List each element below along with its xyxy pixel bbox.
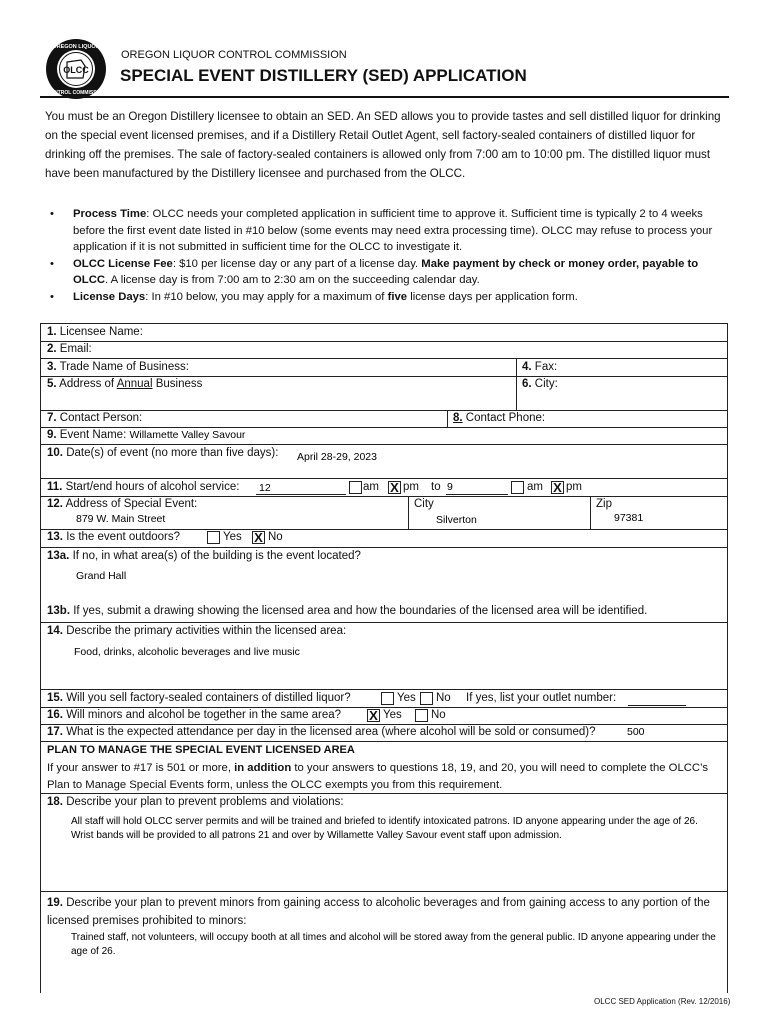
start-am-checkbox[interactable]: [349, 481, 362, 494]
factory-sealed-label: 15. Will you sell factory-sealed containers of distilled liquor?: [47, 692, 351, 704]
outdoors-yes-checkbox[interactable]: [207, 531, 220, 544]
attendance-label: 17. What is the expected attendance per day in the licensed area (where alcohol will be sold or consumed)?: [47, 726, 596, 738]
fax-label: 4. Fax:: [522, 361, 558, 373]
bullet-process-time: • Process Time: OLCC needs your completed application in sufficient time to approve it. Sufficient time is typically 2 to 4 weeks before the first event date listed in #10 below (some events may need extra processing time). OLCC may refuse to process your application if it is not submitted in sufficient time for the OLCC to investigate it.: [50, 208, 713, 253]
agency-name: OREGON LIQUOR CONTROL COMMISSION: [121, 49, 347, 61]
drawing-label: 13b. If yes, submit a drawing showing the licensed area and how the boundaries of the licensed area will be identified.: [47, 605, 648, 617]
minors-alcohol-yes-label: Yes: [383, 709, 402, 721]
svg-text:OLCC: OLCC: [63, 65, 89, 75]
minors-alcohol-no-checkbox[interactable]: [415, 709, 428, 722]
city-label: 6. City:: [522, 378, 558, 390]
event-name-value[interactable]: Willamette Valley Savour: [129, 429, 246, 441]
end-hour-line: [446, 494, 508, 495]
licensee-name-label: 1. Licensee Name:: [47, 326, 143, 338]
header-rule: [40, 96, 729, 98]
trade-name-label: 3. Trade Name of Business:: [47, 361, 189, 373]
svg-text:CONTROL COMMISSION: CONTROL COMMISSION: [46, 90, 106, 96]
end-hour-value[interactable]: 9: [447, 481, 453, 493]
event-address-value[interactable]: 879 W. Main Street: [76, 513, 166, 525]
event-dates-value[interactable]: April 28-29, 2023: [297, 451, 377, 463]
activities-value[interactable]: Food, drinks, alcoholic beverages and live music: [74, 646, 300, 658]
minors-plan-label: 19. Describe your plan to prevent minors from gaining access to alcoholic beverages and from gaining access to any portion of the licensed premises prohibited to minors:: [47, 897, 710, 927]
start-pm-label: pm: [403, 481, 419, 493]
to-label: to: [431, 481, 441, 493]
end-pm-checkbox[interactable]: X: [551, 481, 564, 494]
outlet-number-label: If yes, list your outlet number:: [466, 692, 617, 704]
contact-phone-label: 8. Contact Phone:: [453, 412, 546, 424]
plan-title: PLAN TO MANAGE THE SPECIAL EVENT LICENSED AREA: [47, 744, 355, 756]
problems-plan-label: 18. Describe your plan to prevent problems and violations:: [47, 796, 344, 808]
minors-alcohol-no-label: No: [431, 709, 446, 721]
event-name-label: 9. Event Name: Willamette Valley Savour: [47, 429, 246, 441]
minors-alcohol-label: 16. Will minors and alcohol be together in the same area?: [47, 709, 342, 721]
building-area-value[interactable]: Grand Hall: [76, 570, 127, 582]
outdoors-no-label: No: [268, 531, 283, 543]
event-city-value[interactable]: Silverton: [436, 514, 477, 526]
intro-paragraph: You must be an Oregon Distillery licensee to obtain an SED. An SED allows you to provide tastes and sell distilled liquor for drinking on the special event licensed premises, and if a Distillery Retail Outlet Agent, sell factory-sealed containers of distilled liquor for drinking off the premises. The sale of factory-sealed containers is allowed only from 7:00 am to 10:00 pm. The distilled liquor must have been manufactured by the Distillery licensee and purchased from the OLCC.: [45, 110, 721, 180]
event-zip-label: Zip: [596, 498, 612, 510]
event-address-label: 12. Address of Special Event:: [47, 498, 198, 510]
annual-address-label: 5. Address of Annual Business: [47, 378, 203, 390]
event-city-label: City: [414, 498, 434, 510]
form-box: [40, 323, 728, 993]
outdoors-yes-label: Yes: [223, 531, 242, 543]
olcc-logo: [45, 38, 107, 100]
page-title: SPECIAL EVENT DISTILLERY (SED) APPLICATION: [120, 66, 527, 85]
event-zip-value[interactable]: 97381: [614, 512, 644, 524]
end-pm-label: pm: [566, 481, 582, 493]
end-am-label: am: [527, 481, 543, 493]
outdoors-label: 13. Is the event outdoors?: [47, 531, 181, 543]
plan-text: If your answer to #17 is 501 or more, in addition to your answers to questions 18, 19, and 20, you will need to complete the OLCC’s Plan to Manage Special Events form, unless the OLCC exempts you from this requirement.: [47, 762, 708, 791]
minors-plan-value[interactable]: Trained staff, not volunteers, will occupy booth at all times and alcohol will be stored away from the general public. ID anyone appearing under the age of 26.: [71, 932, 716, 957]
attendance-value[interactable]: 500: [627, 726, 645, 738]
start-hour-value[interactable]: 12: [259, 482, 271, 494]
building-area-label: 13a. If no, in what area(s) of the building is the event located?: [47, 550, 361, 562]
outlet-number-input[interactable]: [628, 705, 686, 706]
info-bullets: [45, 206, 715, 305]
start-pm-checkbox[interactable]: X: [388, 481, 401, 494]
start-am-label: am: [363, 481, 379, 493]
factory-sealed-no-checkbox[interactable]: [420, 692, 433, 705]
event-dates-label: 10. Date(s) of event (no more than five days):: [47, 447, 279, 459]
outdoors-no-checkbox[interactable]: X: [252, 531, 265, 544]
olcc-seal-icon: [45, 38, 107, 100]
service-hours-label: 11. Start/end hours of alcohol service:: [47, 481, 240, 493]
email-label: 2. Email:: [47, 343, 92, 355]
footer-revision: OLCC SED Application (Rev. 12/2016): [594, 997, 731, 1006]
start-hour-line: [256, 494, 346, 495]
bullet-license-days: • License Days: In #10 below, you may apply for a maximum of five license days per application form.: [50, 290, 578, 303]
problems-plan-value[interactable]: All staff will hold OLCC server permits and will be trained and briefed to identify intoxicated patrons. ID anyone appearing under the age of 26. Wrist bands will be provided to all patrons 21 and over by Willamette Valley Savour event staff upon admission.: [71, 816, 698, 841]
factory-sealed-yes-checkbox[interactable]: [381, 692, 394, 705]
factory-sealed-no-label: No: [436, 692, 451, 704]
factory-sealed-yes-label: Yes: [397, 692, 416, 704]
svg-text:OREGON LIQUOR: OREGON LIQUOR: [52, 44, 100, 50]
activities-label: 14. Describe the primary activities within the licensed area:: [47, 625, 347, 637]
bullet-license-fee: • OLCC License Fee: $10 per license day or any part of a license day. Make payment by check or money order, payable to OLCC. A license day is from 7:00 am to 2:30 am on the succeeding calendar day.: [50, 257, 699, 286]
contact-person-label: 7. Contact Person:: [47, 412, 143, 424]
end-am-checkbox[interactable]: [511, 481, 524, 494]
minors-alcohol-yes-checkbox[interactable]: X: [367, 709, 380, 722]
